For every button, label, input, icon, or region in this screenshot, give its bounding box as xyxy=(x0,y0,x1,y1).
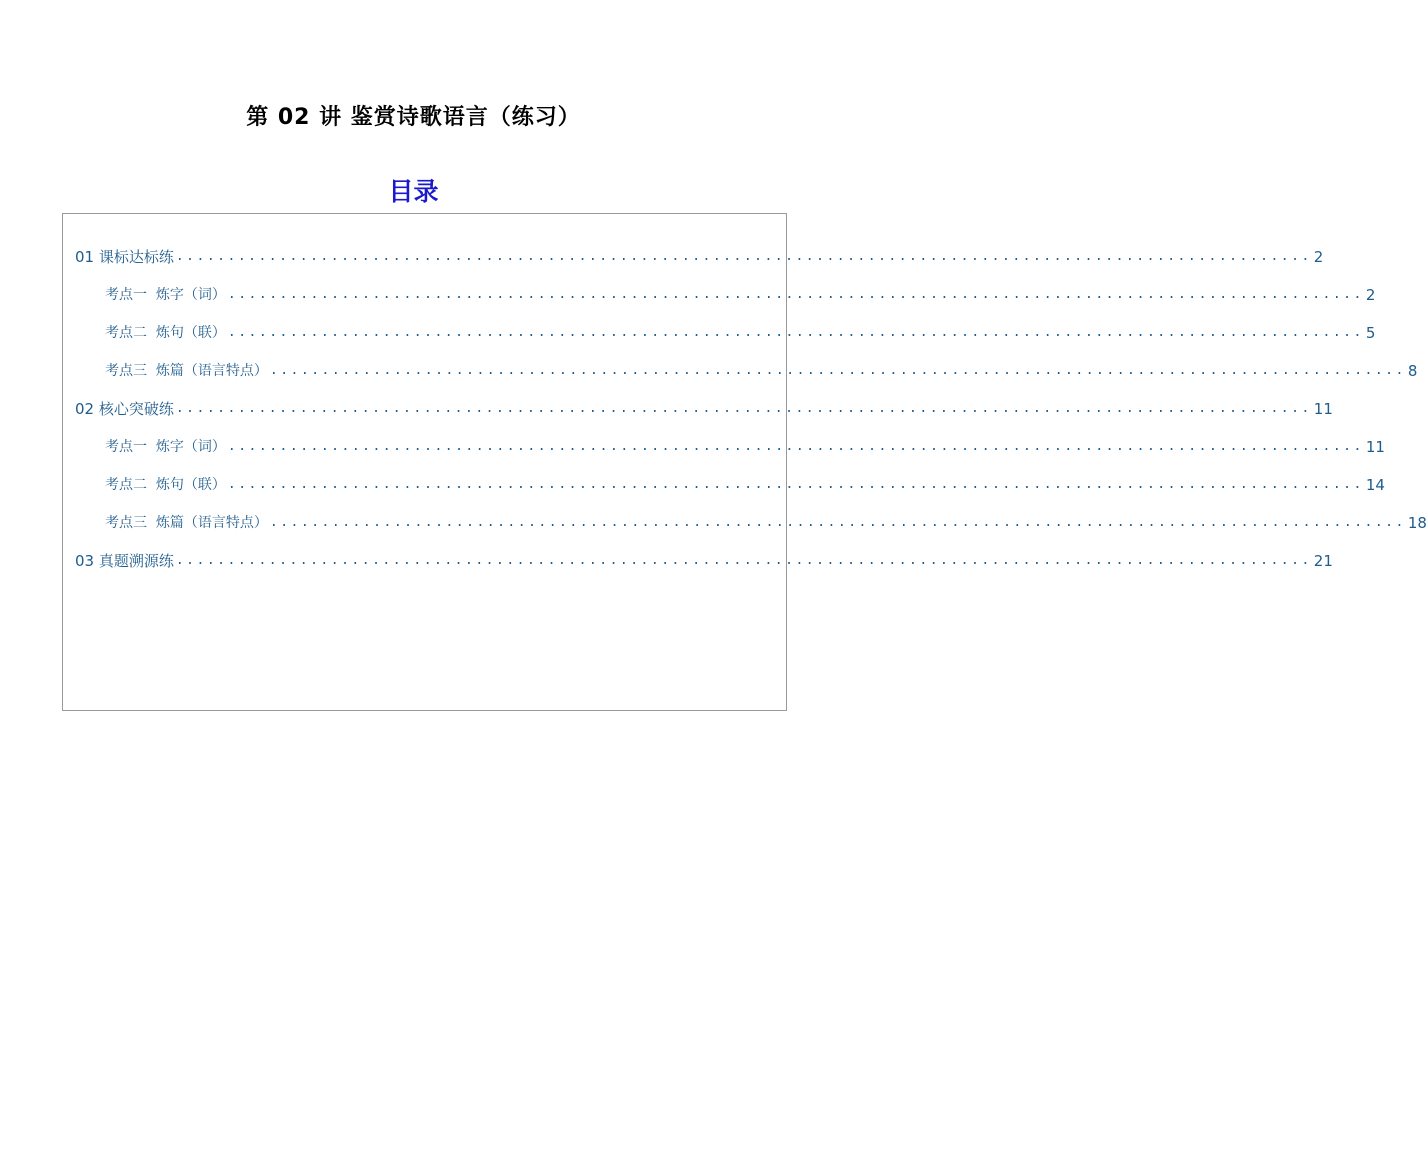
toc-entry[interactable] xyxy=(75,386,1333,424)
toc-entry-page: 11 xyxy=(1313,400,1333,418)
toc-entry-label: 考点二 炼句（联） xyxy=(105,477,226,493)
toc-entry[interactable] xyxy=(75,424,1385,462)
toc-entry[interactable] xyxy=(75,310,1376,348)
toc-entry-page: 18 xyxy=(1407,514,1427,532)
toc-entry[interactable] xyxy=(75,272,1376,310)
toc-entry-page: 14 xyxy=(1365,476,1385,494)
dot-leader: .............................................................................................................. xyxy=(269,363,1406,378)
dot-leader: .............................................................................................................. xyxy=(227,439,1364,454)
toc-entry-label: 考点二 炼句（联） xyxy=(105,325,226,341)
toc-entry[interactable] xyxy=(75,348,1418,386)
dot-leader: .............................................................................................................. xyxy=(175,401,1312,416)
toc-entry-page: 2 xyxy=(1365,286,1376,304)
toc-entry-label: 考点三 炼篇（语言特点） xyxy=(105,363,268,379)
dot-leader: .............................................................................................................. xyxy=(227,477,1364,492)
toc-list xyxy=(75,234,1427,576)
toc-heading: 目录 xyxy=(388,177,439,206)
toc-entry[interactable] xyxy=(75,500,1427,538)
toc-entry-page: 5 xyxy=(1365,324,1376,342)
toc-entry-page: 8 xyxy=(1407,362,1418,380)
toc-entry-label: 03 真题溯源练 xyxy=(75,552,174,570)
dot-leader: .............................................................................................................. xyxy=(269,515,1406,530)
toc-entry[interactable] xyxy=(75,462,1385,500)
toc-entry-label: 考点三 炼篇（语言特点） xyxy=(105,515,268,531)
table-of-contents xyxy=(62,213,1427,711)
toc-entry-label: 考点一 炼字（词） xyxy=(105,287,226,303)
toc-entry-label: 02 核心突破练 xyxy=(75,400,174,418)
toc-entry-label: 01 课标达标练 xyxy=(75,248,174,266)
dot-leader: .............................................................................................................. xyxy=(175,249,1312,264)
toc-entry[interactable] xyxy=(75,538,1333,576)
dot-leader: .............................................................................................................. xyxy=(227,325,1364,340)
toc-entry-page: 2 xyxy=(1313,248,1324,266)
toc-entry-label: 考点一 炼字（词） xyxy=(105,439,226,455)
dot-leader: .............................................................................................................. xyxy=(175,553,1312,568)
toc-entry-page: 11 xyxy=(1365,438,1385,456)
document-title: 第 02 讲 鉴赏诗歌语言（练习） xyxy=(246,105,581,130)
dot-leader: .............................................................................................................. xyxy=(227,287,1364,302)
toc-entry[interactable] xyxy=(75,234,1324,272)
toc-entry-page: 21 xyxy=(1313,552,1333,570)
